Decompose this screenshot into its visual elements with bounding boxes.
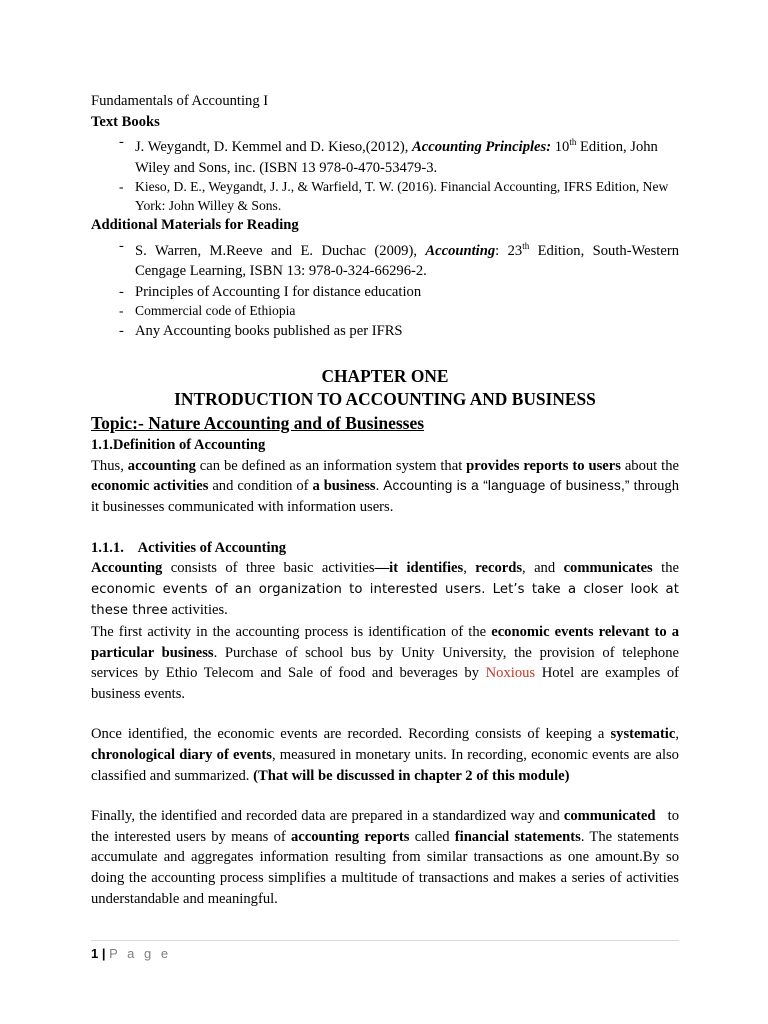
paragraph: Accounting consists of three basic activities—it identifies, records, and communicates the economic events of an organization to interested users. Let’s take a closer look at these three activities. (91, 560, 679, 619)
list-item: - S. Warren, M.Reeve and E. Duchac (2009), Accounting: 23th Edition, South-Western Cengage Learning, ISBN 13: 978-0-324-66296-2. (119, 236, 679, 282)
subsection-heading: 1.1.1. Activities of Accounting (91, 539, 286, 556)
paragraph: The first activity in the accounting process is identification of the economic events relevant to a particular business. Purchase of school bus by Unity University, the provision of telephone services by Ethio Telecom and Sale of food and beverages by Noxious Hotel are examples of business events. (91, 624, 680, 702)
page-footer (91, 940, 679, 965)
footer-separator: | (101, 946, 106, 961)
paragraph: Thus, accounting can be defined as an information system that provides reports to users about the economic activities and condition of a business. Accounting is a “language of business,” through it businesses communicated with information users. (91, 457, 679, 516)
paragraph: Once identified, the economic events are recorded. Recording consists of keeping a systematic, chronological diary of events, measured in monetary units. In recording, economic events are also classified and summarized. (That will be discussed in chapter 2 of this module) (91, 726, 679, 784)
list-item: - Commercial code of Ethiopia (119, 302, 679, 320)
additional-list (91, 236, 679, 342)
page-label: P a g e (109, 946, 172, 961)
paragraph: Finally, the identified and recorded data are prepared in a standardized way and communicated to the interested users by means of accounting reports called financial statements. The statements accumulate and aggregates information resulting from similar transactions as one amount.By so doing the accounting process simplifies a multitude of transactions and makes a series of activities understandable and meaningful. (91, 808, 679, 907)
course-title: Fundamentals of Accounting I (91, 93, 269, 109)
list-item: - Principles of Accounting I for distance education (119, 282, 679, 303)
topic-heading: Topic:- Nature Accounting and of Businesses (91, 413, 425, 434)
additional-heading: Additional Materials for Reading (91, 217, 299, 234)
textbooks-heading: Text Books (91, 113, 160, 130)
chapter-title: INTRODUCTION TO ACCOUNTING AND BUSINESS (174, 389, 596, 410)
chapter-number: CHAPTER ONE (321, 366, 449, 387)
list-item: - Kieso, D. E., Weygandt, J. J., & Warfield, T. W. (2016). Financial Accounting, IFRS Edition, New York: John Willey & Sons. (119, 178, 679, 215)
section-heading: 1.1.Definition of Accounting (91, 437, 266, 454)
textbooks-list (91, 132, 679, 215)
document-page (91, 91, 679, 909)
list-item: - J. Weygandt, D. Kemmel and D. Kieso,(2012), Accounting Principles: 10th Edition, John Wiley and Sons, inc. (ISBN 13 978-0-470-53479-3. (119, 132, 679, 178)
list-item: - Any Accounting books published as per IFRS (119, 321, 679, 342)
page-number: 1 (91, 946, 99, 961)
